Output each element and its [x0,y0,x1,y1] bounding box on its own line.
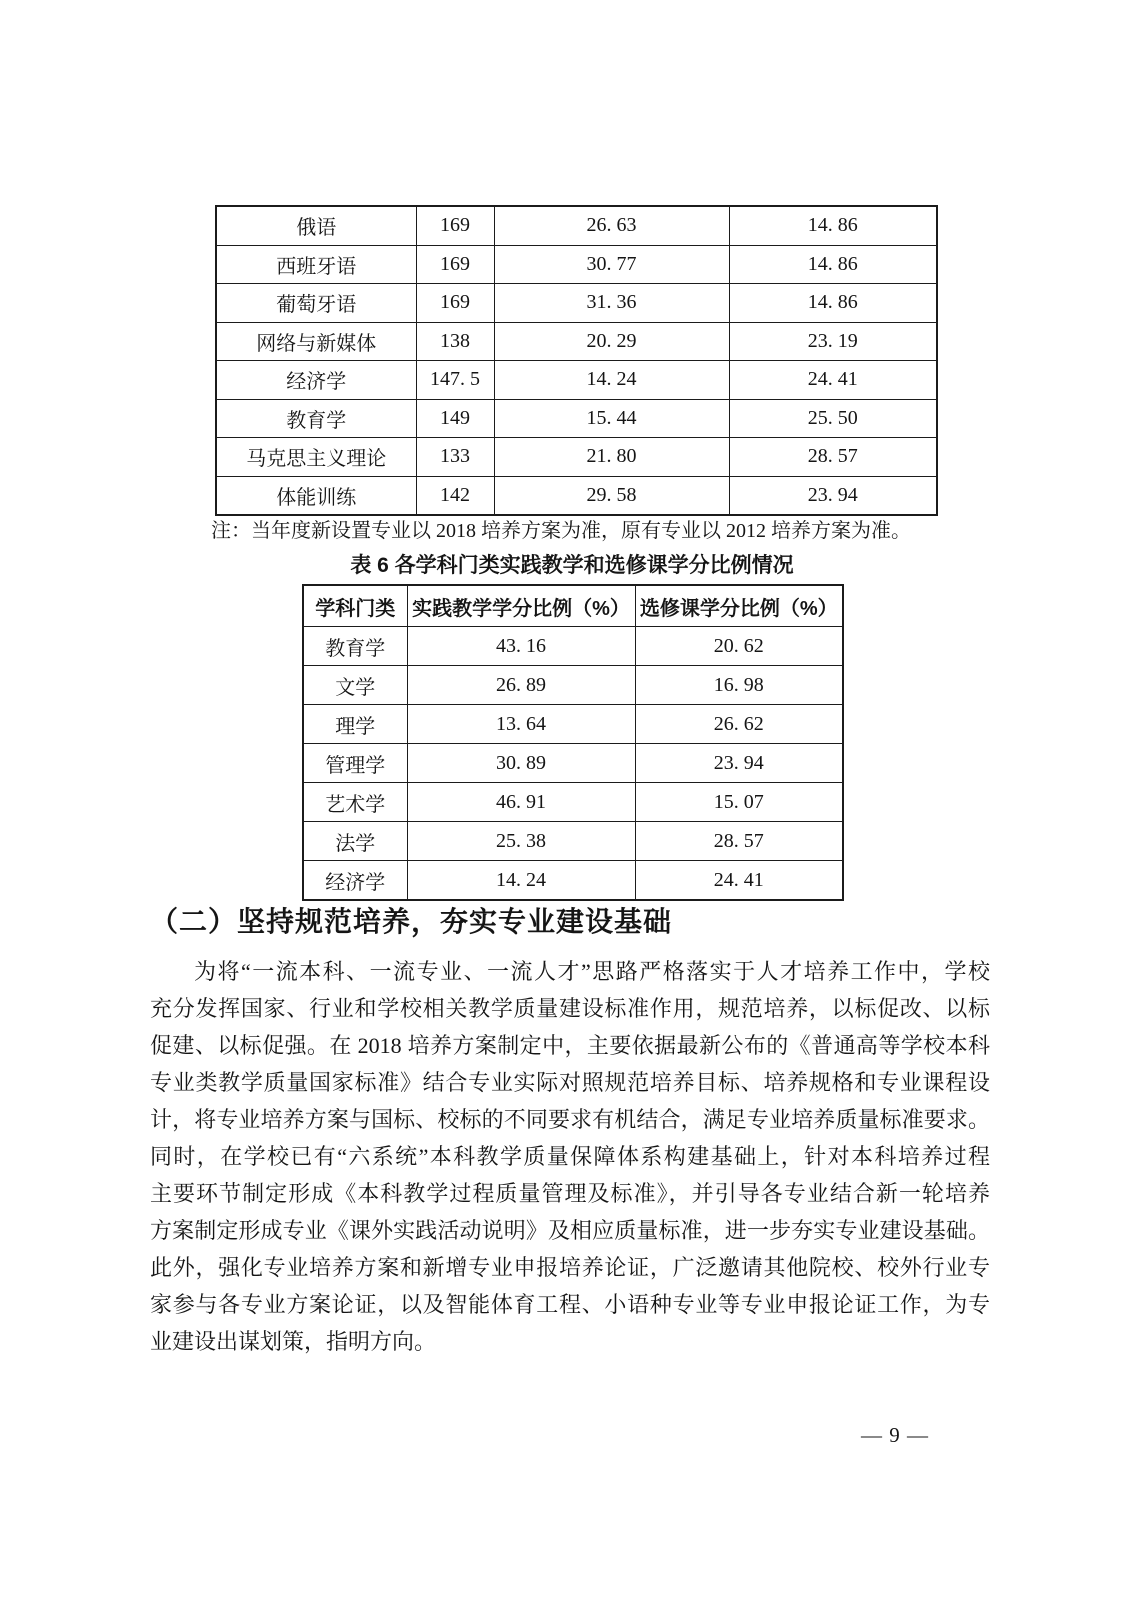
cell-major: 网络与新媒体 [216,322,416,361]
cell-discipline: 经济学 [303,861,407,901]
cell-practice-ratio: 25. 38 [407,822,635,861]
cell-elective-ratio: 28. 57 [729,438,937,477]
cell-major: 体能训练 [216,476,416,515]
cell-discipline: 教育学 [303,627,407,666]
cell-discipline: 艺术学 [303,783,407,822]
cell-elective-ratio: 24. 41 [729,361,937,400]
cell-credits: 169 [416,284,494,323]
paragraph-line: 方案制定形成专业《课外实践活动说明》及相应质量标准，进一步夯实专业建设基础。 [150,1218,990,1243]
cell-practice-ratio: 26. 63 [494,206,729,245]
table-row [216,284,937,323]
table-row [303,705,843,744]
header-discipline: 学科门类 [303,585,407,627]
table-row [303,861,843,901]
paragraph-line: 专业类教学质量国家标准》结合专业实际对照规范培养目标、培养规格和专业课程设 [150,1070,990,1095]
paragraph-line: 主要环节制定形成《本科教学过程质量管理及标准》，并引导各专业结合新一轮培养 [150,1181,990,1206]
table6-caption: 表 6 各学科门类实践教学和选修课学分比例情况 [350,554,794,577]
table-row [216,245,937,284]
cell-practice-ratio: 13. 64 [407,705,635,744]
table-row [303,783,843,822]
paragraph-line: 此外，强化专业培养方案和新增专业申报培养论证，广泛邀请其他院校、校外行业专 [150,1255,990,1280]
cell-credits: 149 [416,399,494,438]
cell-practice-ratio: 30. 89 [407,744,635,783]
cell-elective-ratio: 23. 94 [729,476,937,515]
section-heading: （二）坚持规范培养，夯实专业建设基础 [150,906,673,937]
cell-credits: 169 [416,206,494,245]
paragraph-line: 家参与各专业方案论证，以及智能体育工程、小语种专业等专业申报论证工作，为专 [150,1292,990,1317]
cell-practice-ratio: 29. 58 [494,476,729,515]
cell-discipline: 管理学 [303,744,407,783]
cell-credits: 169 [416,245,494,284]
cell-major: 经济学 [216,361,416,400]
cell-discipline: 理学 [303,705,407,744]
cell-elective-ratio: 23. 94 [635,744,843,783]
header-practice-ratio: 实践教学学分比例（%） [407,585,635,627]
cell-elective-ratio: 26. 62 [635,705,843,744]
table-row [303,744,843,783]
cell-practice-ratio: 14. 24 [494,361,729,400]
major-credits-table [215,205,938,516]
cell-elective-ratio: 20. 62 [635,627,843,666]
paragraph-line: 计，将专业培养方案与国标、校标的不同要求有机结合，满足专业培养质量标准要求。 [150,1107,990,1132]
cell-major: 马克思主义理论 [216,438,416,477]
paragraph-line: 同时，在学校已有“六系统”本科教学质量保障体系构建基础上，针对本科培养过程 [150,1144,990,1169]
table-row [303,666,843,705]
cell-credits: 138 [416,322,494,361]
header-elective-ratio: 选修课学分比例（%） [635,585,843,627]
table-row [216,206,937,245]
paragraph-line: 促建、以标促强。在 2018 培养方案制定中，主要依据最新公布的《普通高等学校本科 [150,1033,990,1058]
cell-major: 葡萄牙语 [216,284,416,323]
cell-elective-ratio: 14. 86 [729,245,937,284]
cell-elective-ratio: 14. 86 [729,206,937,245]
table-row [303,822,843,861]
cell-practice-ratio: 15. 44 [494,399,729,438]
cell-practice-ratio: 26. 89 [407,666,635,705]
cell-discipline: 法学 [303,822,407,861]
cell-elective-ratio: 15. 07 [635,783,843,822]
cell-practice-ratio: 46. 91 [407,783,635,822]
paragraph-line: 充分发挥国家、行业和学校相关教学质量建设标准作用，规范培养，以标促改、以标 [150,996,990,1021]
cell-practice-ratio: 20. 29 [494,322,729,361]
paragraph-line: 业建设出谋划策，指明方向。 [150,1329,437,1354]
paragraph-line: 为将“一流本科、一流专业、一流人才”思路严格落实于人才培养工作中，学校 [194,959,990,984]
cell-credits: 147. 5 [416,361,494,400]
table-footnote: 注：当年度新设置专业以 2018 培养方案为准，原有专业以 2012 培养方案为准。 [211,520,911,542]
cell-major: 西班牙语 [216,245,416,284]
cell-major: 俄语 [216,206,416,245]
cell-practice-ratio: 43. 16 [407,627,635,666]
cell-credits: 142 [416,476,494,515]
cell-practice-ratio: 14. 24 [407,861,635,901]
table-row [216,399,937,438]
table-row [303,627,843,666]
table-row [216,476,937,515]
cell-elective-ratio: 25. 50 [729,399,937,438]
table-header-row [303,585,843,627]
body-paragraph [150,953,990,1360]
table-row [216,438,937,477]
cell-practice-ratio: 30. 77 [494,245,729,284]
cell-elective-ratio: 23. 19 [729,322,937,361]
cell-elective-ratio: 16. 98 [635,666,843,705]
cell-discipline: 文学 [303,666,407,705]
cell-elective-ratio: 28. 57 [635,822,843,861]
cell-major: 教育学 [216,399,416,438]
cell-practice-ratio: 21. 80 [494,438,729,477]
page-number: — 9 — [861,1423,929,1447]
table-row [216,322,937,361]
cell-practice-ratio: 31. 36 [494,284,729,323]
cell-credits: 133 [416,438,494,477]
table-row [216,361,937,400]
cell-elective-ratio: 24. 41 [635,861,843,901]
cell-elective-ratio: 14. 86 [729,284,937,323]
discipline-ratio-table [302,584,844,901]
